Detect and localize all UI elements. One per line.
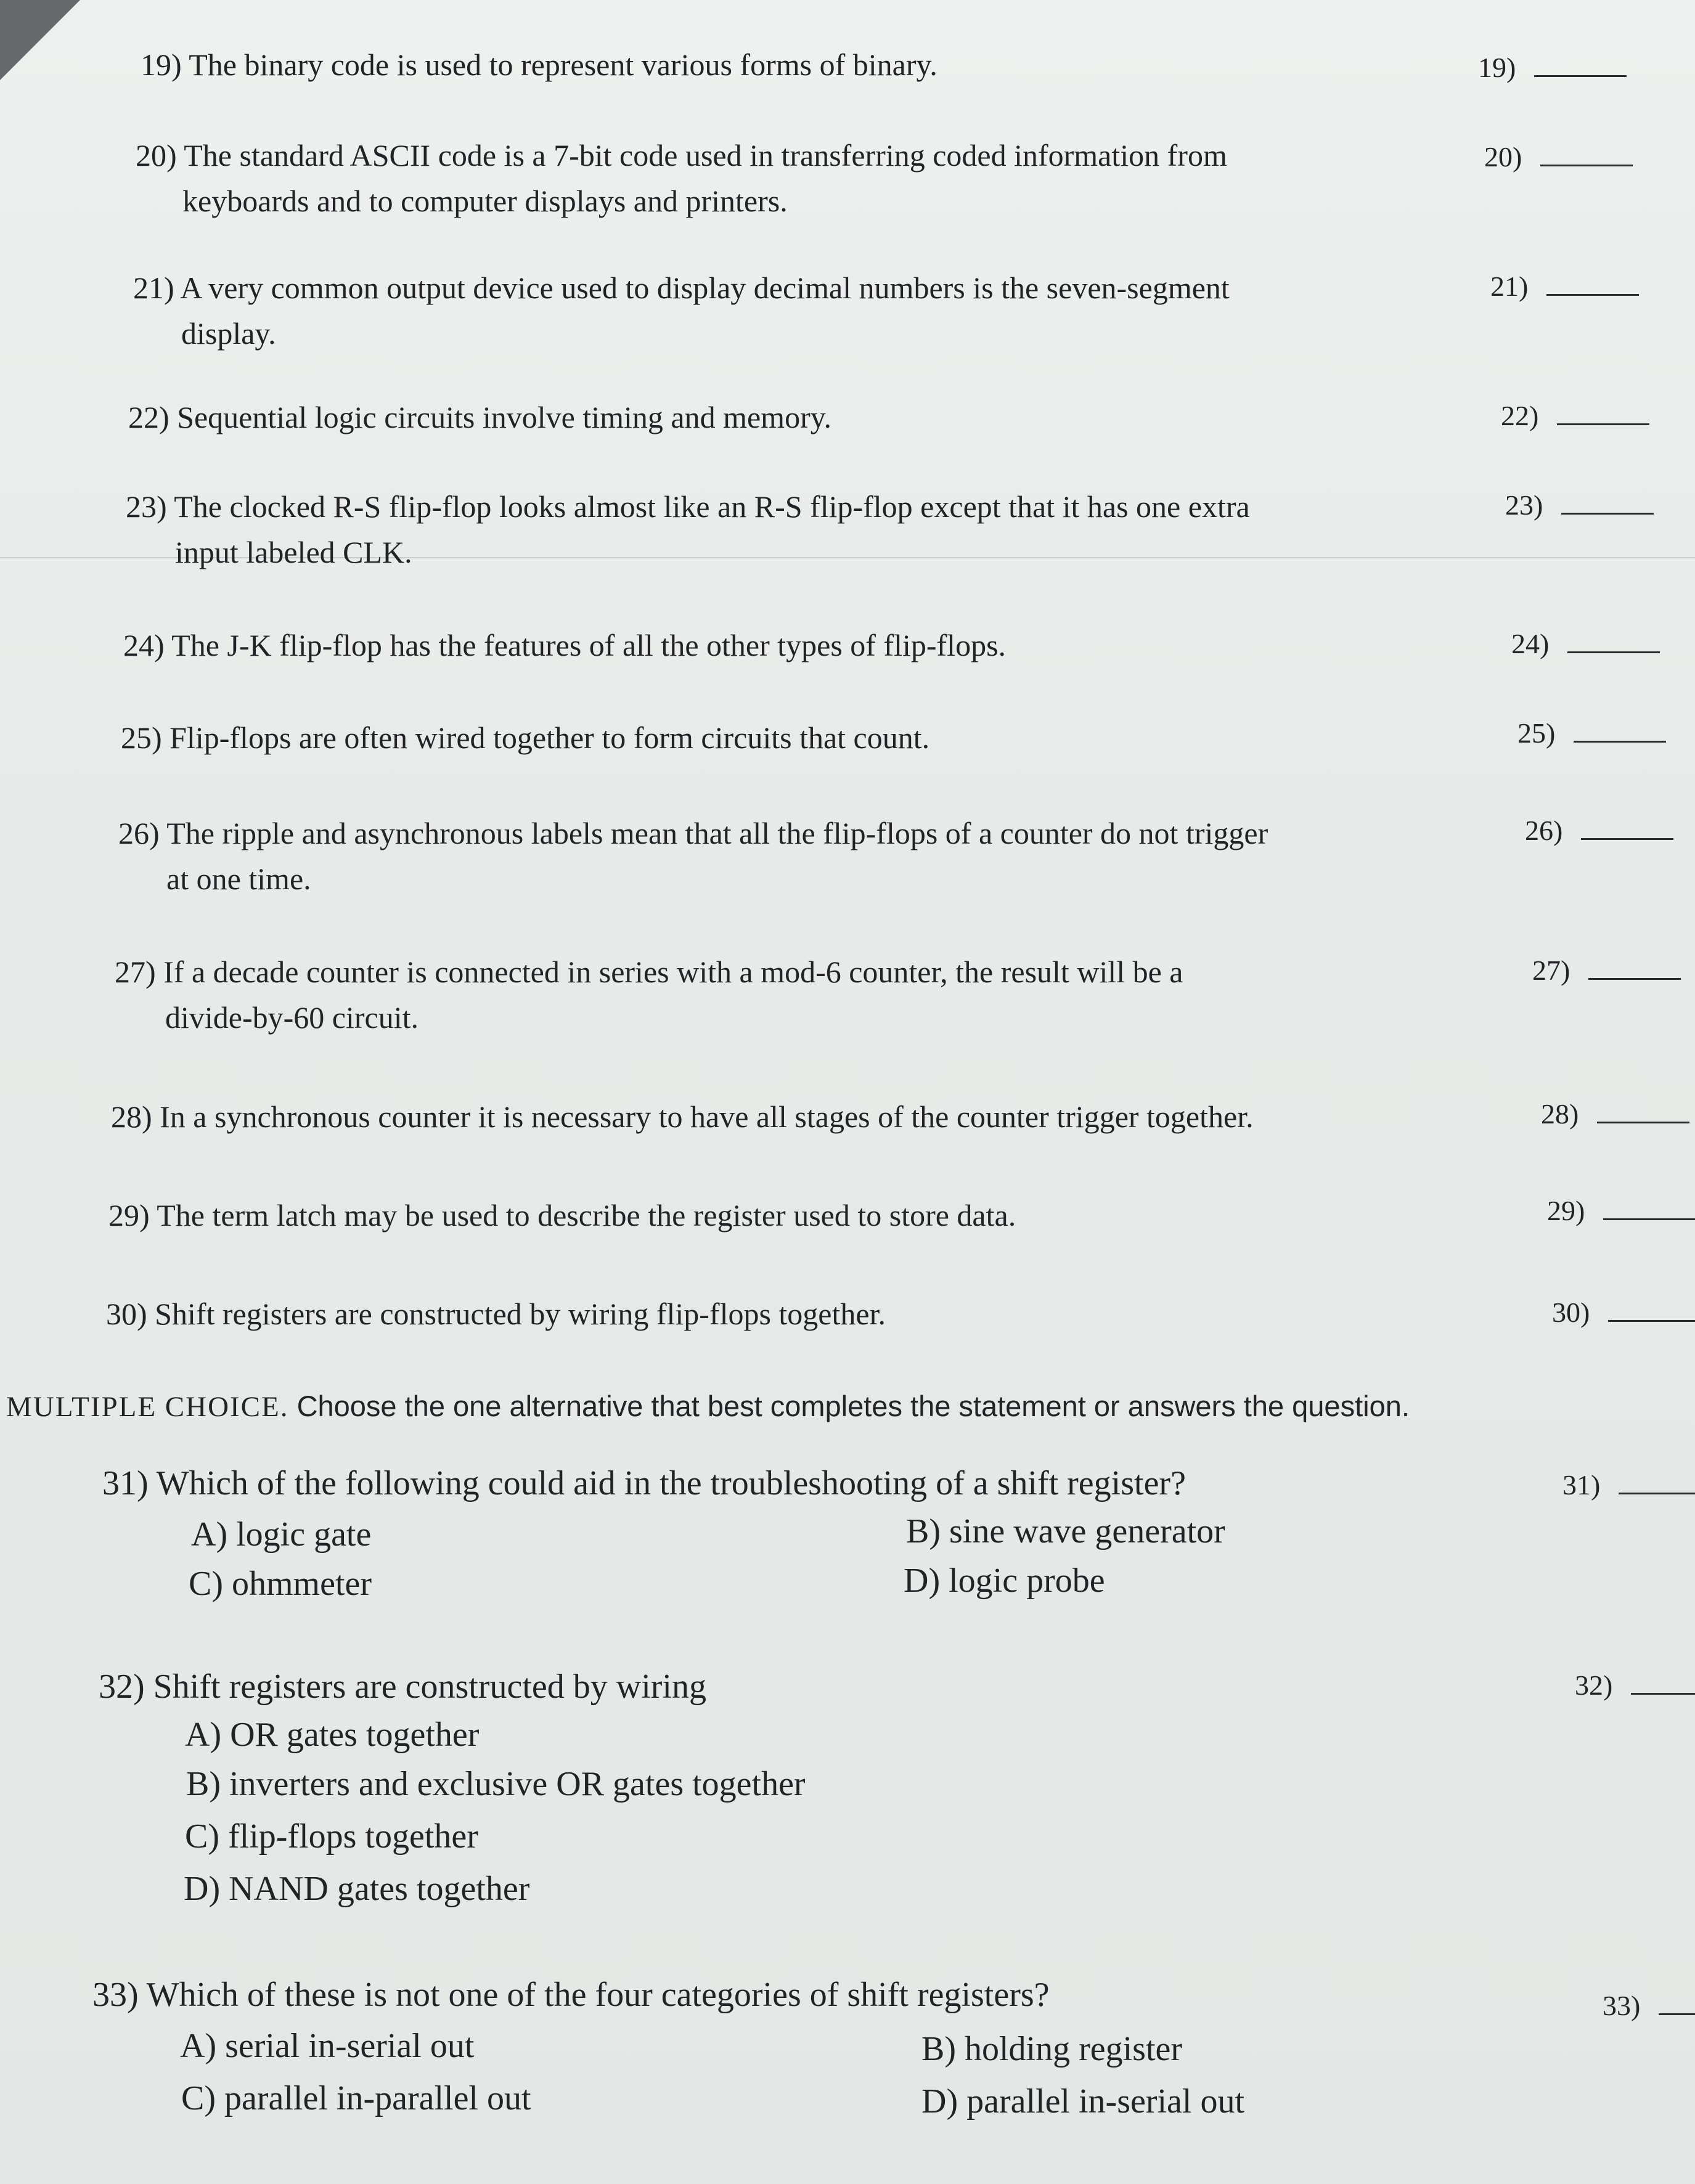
question-21 bbox=[133, 265, 1230, 356]
answer-label: 24) bbox=[1511, 628, 1550, 659]
section-label: MULTIPLE CHOICE. bbox=[6, 1391, 289, 1423]
question-text: Shift registers are constructed by wiring flip-flops together. bbox=[155, 1297, 886, 1331]
answer-blank[interactable] bbox=[1597, 1097, 1689, 1123]
answer-blank[interactable] bbox=[1659, 1989, 1695, 2015]
question-number: 28) bbox=[111, 1099, 152, 1134]
answer-slot-19[interactable] bbox=[1478, 49, 1627, 86]
question-number: 29) bbox=[108, 1198, 150, 1233]
answer-blank[interactable] bbox=[1588, 953, 1681, 980]
question-text: Which of these is not one of the four categories of shift registers? bbox=[146, 1976, 1050, 2014]
option-32-b[interactable]: B) inverters and exclusive OR gates together bbox=[186, 1765, 806, 1803]
question-27 bbox=[115, 949, 1183, 1040]
question-number: 33) bbox=[92, 1976, 139, 2014]
answer-label: 19) bbox=[1478, 52, 1516, 83]
question-29 bbox=[108, 1192, 1016, 1238]
answer-label: 32) bbox=[1575, 1669, 1613, 1701]
answer-slot-22[interactable] bbox=[1501, 397, 1649, 434]
option-32-a[interactable]: A) OR gates together bbox=[185, 1716, 480, 1754]
answer-blank[interactable] bbox=[1561, 488, 1654, 515]
answer-label: 28) bbox=[1541, 1098, 1579, 1130]
question-number: 31) bbox=[102, 1464, 149, 1502]
question-text-line2: display. bbox=[181, 316, 276, 351]
question-text: In a synchronous counter it is necessary to have all stages of the counter trigger together. bbox=[160, 1099, 1254, 1134]
answer-slot-29[interactable] bbox=[1547, 1192, 1695, 1229]
answer-blank[interactable] bbox=[1557, 399, 1649, 425]
answer-slot-28[interactable] bbox=[1541, 1096, 1689, 1133]
answer-label: 27) bbox=[1532, 955, 1570, 986]
question-number: 20) bbox=[136, 138, 177, 173]
question-text-line1: The standard ASCII code is a 7-bit code used in transferring coded information from bbox=[184, 138, 1227, 173]
option-33-b[interactable]: B) holding register bbox=[921, 2030, 1183, 2068]
answer-blank[interactable] bbox=[1581, 813, 1673, 840]
option-33-a[interactable]: A) serial in-serial out bbox=[180, 2027, 475, 2065]
answer-blank[interactable] bbox=[1540, 140, 1633, 166]
answer-label: 29) bbox=[1547, 1195, 1585, 1226]
question-32 bbox=[99, 1664, 706, 1709]
option-31-a[interactable]: A) logic gate bbox=[191, 1515, 372, 1554]
answer-slot-32[interactable] bbox=[1575, 1667, 1695, 1704]
question-number: 26) bbox=[118, 816, 160, 850]
question-24 bbox=[123, 622, 1006, 668]
answer-label: 33) bbox=[1603, 1990, 1641, 2021]
question-text: The J-K flip-flop has the features of all the other types of flip-flops. bbox=[171, 628, 1007, 662]
question-20 bbox=[136, 132, 1227, 224]
question-text-line1: The ripple and asynchronous labels mean that all the flip-flops of a counter do not trigger bbox=[166, 816, 1268, 850]
question-number: 25) bbox=[121, 720, 162, 755]
answer-slot-33[interactable] bbox=[1603, 1987, 1695, 2024]
question-number: 23) bbox=[126, 489, 167, 524]
question-33 bbox=[92, 1972, 1050, 2018]
question-text: The binary code is used to represent various forms of binary. bbox=[189, 47, 937, 82]
option-31-c[interactable]: C) ohmmeter bbox=[189, 1565, 372, 1603]
question-31 bbox=[102, 1461, 1186, 1506]
answer-slot-31[interactable] bbox=[1562, 1467, 1695, 1504]
option-33-d[interactable]: D) parallel in-serial out bbox=[921, 2082, 1245, 2121]
answer-label: 25) bbox=[1517, 717, 1556, 749]
answer-blank[interactable] bbox=[1567, 627, 1660, 653]
answer-blank[interactable] bbox=[1546, 269, 1639, 296]
answer-blank[interactable] bbox=[1608, 1295, 1695, 1322]
answer-label: 30) bbox=[1552, 1297, 1590, 1328]
question-23 bbox=[126, 484, 1250, 575]
question-text-line2: divide-by-60 circuit. bbox=[165, 1000, 419, 1035]
question-28 bbox=[111, 1094, 1254, 1139]
section-instruction: Choose the one alternative that best completes the statement or answers the question. bbox=[296, 1390, 1410, 1422]
answer-label: 31) bbox=[1562, 1469, 1601, 1501]
question-text-line1: A very common output device used to display decimal numbers is the seven-segment bbox=[180, 271, 1230, 305]
question-text: The term latch may be used to describe the register used to store data. bbox=[157, 1198, 1016, 1233]
question-number: 24) bbox=[123, 628, 165, 662]
answer-blank[interactable] bbox=[1574, 716, 1666, 743]
answer-blank[interactable] bbox=[1534, 51, 1627, 77]
answer-slot-21[interactable] bbox=[1490, 268, 1639, 305]
question-text-line1: The clocked R-S flip-flop looks almost like an R-S flip-flop except that it has one extra bbox=[174, 489, 1250, 524]
answer-label: 20) bbox=[1484, 141, 1522, 173]
answer-slot-24[interactable] bbox=[1511, 625, 1660, 662]
answer-label: 23) bbox=[1505, 489, 1543, 521]
answer-label: 21) bbox=[1490, 271, 1529, 302]
option-31-b[interactable]: B) sine wave generator bbox=[906, 1512, 1225, 1550]
question-26 bbox=[118, 810, 1268, 902]
question-text-line2: at one time. bbox=[166, 862, 311, 896]
answer-slot-27[interactable] bbox=[1532, 952, 1681, 989]
answer-blank[interactable] bbox=[1619, 1468, 1695, 1494]
option-32-c[interactable]: C) flip-flops together bbox=[185, 1817, 478, 1856]
question-number: 21) bbox=[133, 271, 174, 305]
answer-slot-23[interactable] bbox=[1505, 487, 1654, 524]
question-number: 22) bbox=[128, 400, 170, 434]
question-text-line2: keyboards and to computer displays and printers. bbox=[182, 184, 788, 218]
question-text: Which of the following could aid in the troubleshooting of a shift register? bbox=[156, 1464, 1186, 1502]
answer-slot-25[interactable] bbox=[1517, 715, 1666, 752]
option-31-d[interactable]: D) logic probe bbox=[904, 1562, 1105, 1600]
answer-label: 26) bbox=[1525, 815, 1563, 846]
question-text: Shift registers are constructed by wiring bbox=[153, 1668, 706, 1706]
answer-slot-30[interactable] bbox=[1552, 1294, 1695, 1331]
answer-blank[interactable] bbox=[1631, 1668, 1695, 1695]
question-text: Flip-flops are often wired together to form circuits that count. bbox=[170, 720, 930, 755]
question-text-line1: If a decade counter is connected in series with a mod-6 counter, the result will be a bbox=[163, 955, 1183, 989]
question-text-line2: input labeled CLK. bbox=[175, 535, 412, 569]
question-22 bbox=[128, 394, 831, 440]
question-text: Sequential logic circuits involve timing and memory. bbox=[177, 400, 831, 434]
answer-label: 22) bbox=[1501, 400, 1539, 431]
question-number: 27) bbox=[115, 955, 156, 989]
page-corner-shadow bbox=[0, 0, 80, 80]
section-heading bbox=[6, 1387, 1410, 1427]
question-number: 32) bbox=[99, 1668, 145, 1706]
answer-slot-20[interactable] bbox=[1484, 139, 1633, 176]
option-33-c[interactable]: C) parallel in-parallel out bbox=[181, 2079, 531, 2117]
question-number: 30) bbox=[106, 1297, 147, 1331]
answer-slot-26[interactable] bbox=[1525, 812, 1673, 849]
answer-blank[interactable] bbox=[1603, 1194, 1695, 1220]
question-19 bbox=[141, 42, 937, 88]
question-30 bbox=[106, 1291, 886, 1337]
option-32-d[interactable]: D) NAND gates together bbox=[184, 1870, 530, 1908]
question-25 bbox=[121, 715, 929, 760]
question-number: 19) bbox=[141, 47, 182, 82]
